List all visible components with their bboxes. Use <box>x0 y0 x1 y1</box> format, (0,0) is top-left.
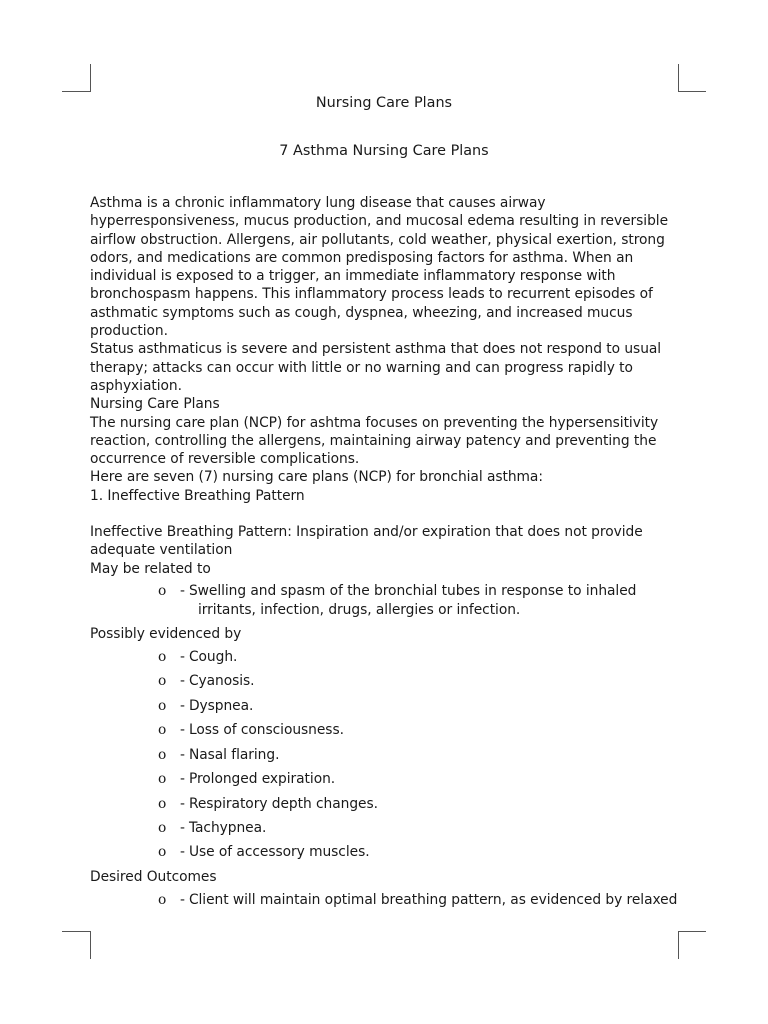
crop-mark-bottom-left-horizontal <box>62 931 91 932</box>
bullet-marker: o <box>158 771 167 788</box>
list-item <box>90 843 690 861</box>
document-title: Nursing Care Plans <box>315 95 453 111</box>
bullet-dash: - <box>180 583 185 600</box>
list-item <box>90 746 690 764</box>
list-item <box>90 697 690 715</box>
bullet-dash: - <box>180 648 185 665</box>
list-item-text: Loss of consciousness. <box>188 722 344 739</box>
desired-outcomes-heading: Desired Outcomes <box>90 868 217 885</box>
list-item <box>90 721 690 739</box>
list-item <box>90 648 690 666</box>
crop-mark-bottom-right-horizontal <box>678 931 706 932</box>
list-item-text: Client will maintain optimal breathing pattern, as evidenced by relaxed <box>188 891 678 908</box>
related-heading: May be related to <box>90 560 211 577</box>
crop-mark-top-left-horizontal <box>62 91 91 92</box>
list-item-text: Swelling and spasm of the bronchial tubes in response to inhaled irritants, infection, drugs, allergies or infection. <box>188 583 637 618</box>
list-item-text: Prolonged expiration. <box>188 771 336 788</box>
document-body <box>90 194 690 915</box>
list-item-text: Dyspnea. <box>188 697 254 714</box>
bullet-marker: o <box>158 722 167 739</box>
list-item <box>90 582 690 619</box>
evidenced-list <box>90 648 690 862</box>
document-subtitle: 7 Asthma Nursing Care Plans <box>279 143 489 159</box>
list-item-text: Tachypnea. <box>188 820 267 836</box>
bullet-marker: o <box>158 746 167 763</box>
bullet-dash: - <box>180 820 185 836</box>
spacer <box>90 505 690 523</box>
bullet-marker: o <box>158 583 167 600</box>
intro-paragraph: Asthma is a chronic inflammatory lung disease that causes airway hyperresponsiveness, mucus production, and mucosal edema resulting in reversible airflow obstruction. Allergens, air pollutants, cold weather, physical exertion, strong odors, and medications are common predisposing factors for asthma. When an individual is exposed to a trigger, an immediate inflammatory response with bronchospasm happens. This inflammatory process leads to recurrent episodes of asthmatic symptoms such as cough, dyspnea, wheezing, and increased mucus production. <box>90 195 669 340</box>
crop-mark-top-left-vertical <box>90 64 91 92</box>
bullet-marker: o <box>158 697 167 714</box>
bullet-marker: o <box>158 844 167 861</box>
list-item <box>90 770 690 788</box>
ncp-focus-paragraph: The nursing care plan (NCP) for ashtma focuses on preventing the hypersensitivity reaction, controlling the allergens, maintaining airway patency and preventing the occurrence of reversible complications. <box>90 414 659 468</box>
bullet-marker: o <box>158 891 167 908</box>
list-item-text: Cough. <box>188 648 238 665</box>
crop-mark-bottom-left-vertical <box>90 931 91 959</box>
list-item <box>90 672 690 690</box>
bullet-dash: - <box>180 673 185 690</box>
list-item-text: Respiratory depth changes. <box>188 795 378 812</box>
bullet-marker: o <box>158 648 167 665</box>
list-item <box>90 819 690 837</box>
bullet-dash: - <box>180 891 185 908</box>
bullet-dash: - <box>180 795 185 812</box>
list-item <box>90 891 690 909</box>
list-item <box>90 795 690 813</box>
bullet-dash: - <box>180 722 185 739</box>
bullet-dash: - <box>180 746 185 763</box>
plan-item-one: 1. Ineffective Breathing Pattern <box>90 487 305 504</box>
bullet-marker: o <box>158 673 167 690</box>
definition-paragraph: Ineffective Breathing Pattern: Inspiration and/or expiration that does not provide adequate ventilation <box>90 524 643 559</box>
bullet-marker: o <box>158 820 167 836</box>
related-list <box>90 582 690 619</box>
evidenced-heading: Possibly evidenced by <box>90 626 242 643</box>
bullet-marker: o <box>158 795 167 812</box>
list-item-text: Cyanosis. <box>188 673 255 690</box>
bullet-dash: - <box>180 771 185 788</box>
list-item-text: Nasal flaring. <box>188 746 280 763</box>
nursing-care-plans-heading: Nursing Care Plans <box>90 396 220 413</box>
seven-plans-intro: Here are seven (7) nursing care plans (NCP) for bronchial asthma: <box>90 469 543 486</box>
bullet-dash: - <box>180 697 185 714</box>
status-asthmaticus-paragraph: Status asthmaticus is severe and persistent asthma that does not respond to usual therapy; attacks can occur with little or no warning and can progress rapidly to asphyxiation. <box>90 341 662 394</box>
crop-mark-bottom-right-vertical <box>678 931 679 959</box>
bullet-dash: - <box>180 844 185 861</box>
outcomes-list <box>90 891 690 909</box>
crop-mark-top-right-horizontal <box>678 91 706 92</box>
crop-mark-top-right-vertical <box>678 64 679 92</box>
list-item-text: Use of accessory muscles. <box>188 844 370 861</box>
